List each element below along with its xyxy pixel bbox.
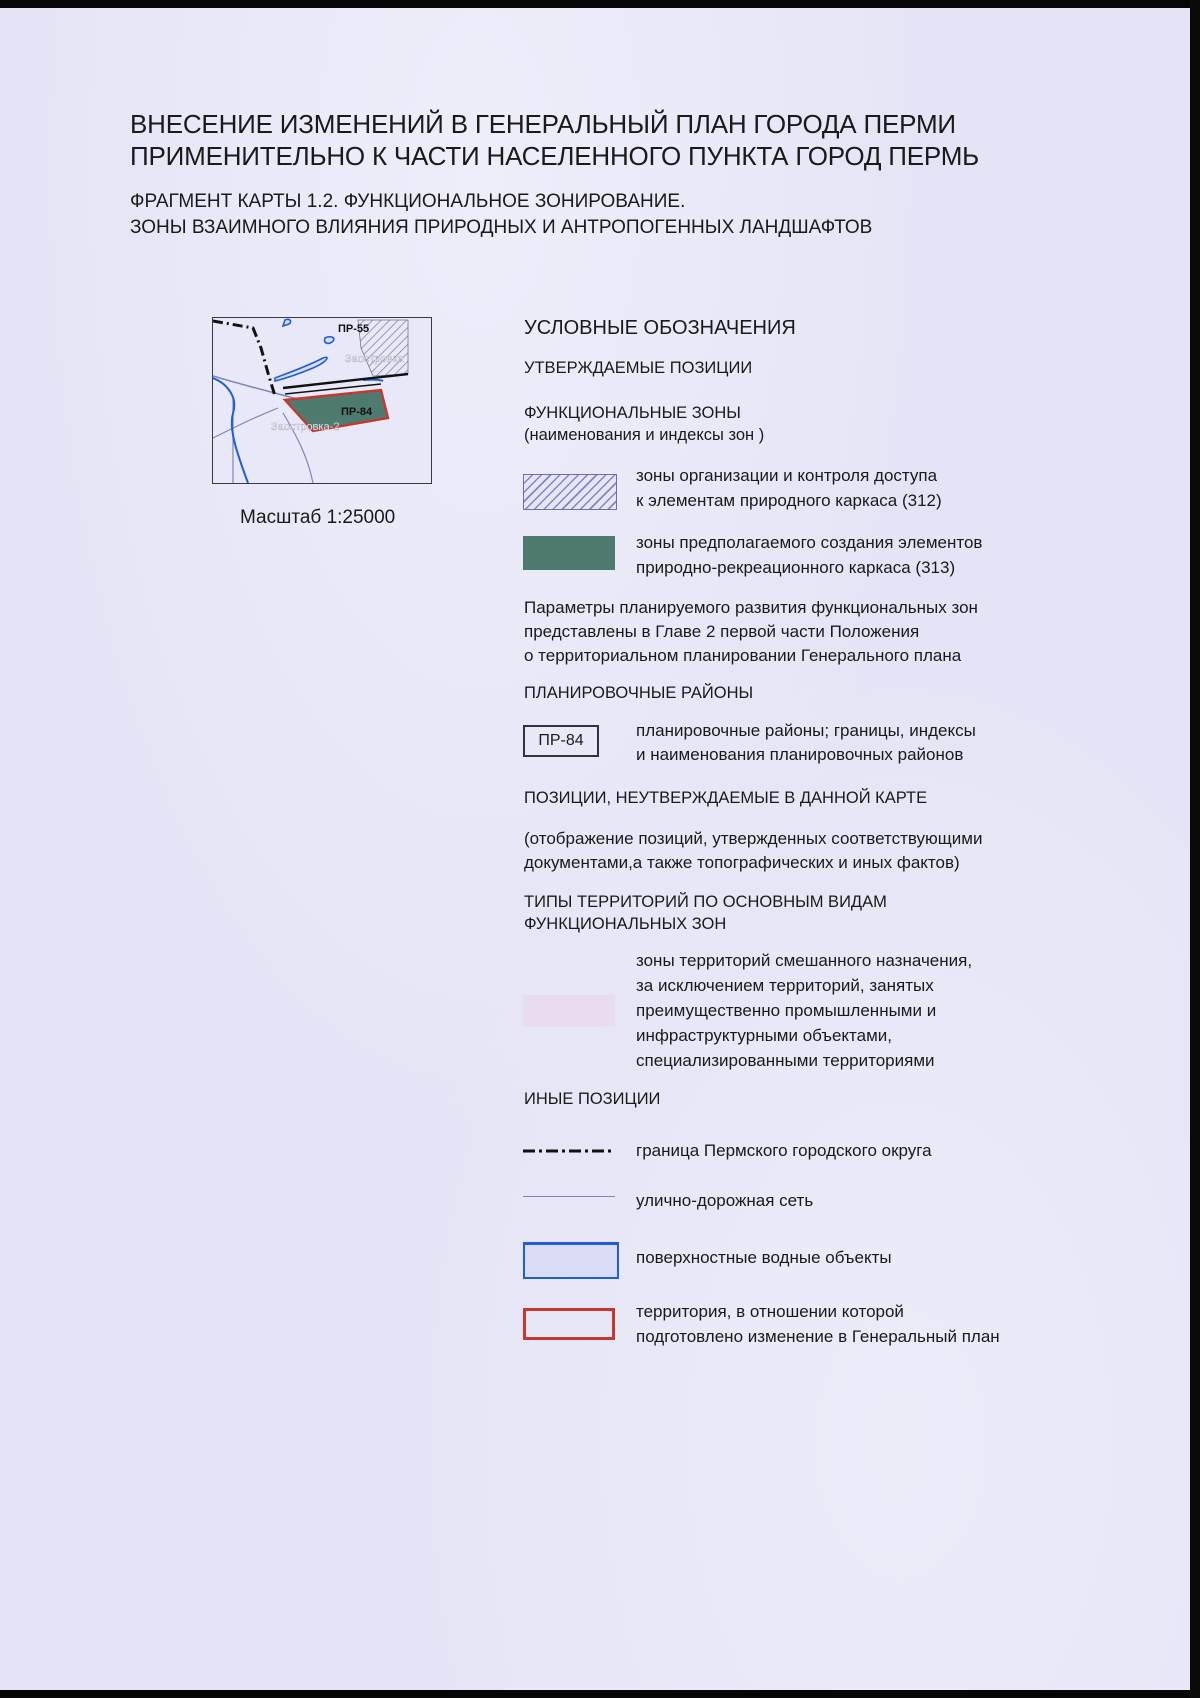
legend-district-badge: ПР-84 <box>523 725 599 757</box>
legend-districts-line2: и наименования планировочных районов <box>636 745 964 764</box>
scan-edge-top <box>0 0 1200 8</box>
document-subtitle <box>130 189 872 241</box>
legend-swatch-312 <box>523 474 617 510</box>
legend-types-line1: ТИПЫ ТЕРРИТОРИЙ ПО ОСНОВНЫМ ВИДАМ <box>524 893 887 911</box>
legend-zone313-line2: природно-рекреационного каркаса (313) <box>636 558 956 577</box>
legend-params-line3: о территориальном планировании Генерального плана <box>524 646 962 665</box>
map-district-boundary <box>283 374 408 388</box>
subtitle-line-2: ЗОНЫ ВЗАИМНОГО ВЛИЯНИЯ ПРИРОДНЫХ И АНТРОПОГЕННЫХ ЛАНДШАФТОВ <box>130 217 873 238</box>
legend-func-zones-sub: (наименования и индексы зон ) <box>524 426 765 444</box>
map-label-zaostrovka: Заостровка <box>345 353 404 365</box>
legend-swatch-territory <box>523 1308 615 1340</box>
title-line-1: ВНЕСЕНИЕ ИЗМЕНЕНИЙ В ГЕНЕРАЛЬНЫЙ ПЛАН ГОРОДА ПЕРМИ <box>130 109 956 139</box>
legend-other-heading: ИНЫЕ ПОЗИЦИИ <box>524 1090 661 1108</box>
legend-territory-line2: подготовлено изменение в Генеральный план <box>636 1327 1000 1346</box>
legend-func-zones-heading: ФУНКЦИОНАЛЬНЫЕ ЗОНЫ <box>524 404 741 422</box>
legend-roads-label: улично-дорожная сеть <box>636 1191 814 1210</box>
scan-edge-right <box>1190 0 1200 1698</box>
legend-zone312-line1: зоны организации и контроля доступа <box>636 466 938 485</box>
legend-districts-heading: ПЛАНИРОВОЧНЫЕ РАЙОНЫ <box>524 684 754 702</box>
scan-edge-bottom <box>0 1690 1200 1698</box>
legend-border-label: граница Пермского городского округа <box>636 1141 932 1160</box>
map-river <box>213 378 248 483</box>
legend-districts-line1: планировочные районы; границы, индексы <box>636 721 976 740</box>
legend-mixed-line3: преимущественно промышленными и <box>636 1001 937 1020</box>
legend-types-line2: ФУНКЦИОНАЛЬНЫХ ЗОН <box>524 915 727 933</box>
map-label-pr84: ПР-84 <box>341 406 373 418</box>
legend-approved-heading: УТВЕРЖДАЕМЫЕ ПОЗИЦИИ <box>524 359 753 377</box>
legend-not-approved-heading: ПОЗИЦИИ, НЕУТВЕРЖДАЕМЫЕ В ДАННОЙ КАРТЕ <box>524 789 928 807</box>
legend-zone313-line1: зоны предполагаемого создания элементов <box>636 533 983 552</box>
legend-water-label: поверхностные водные объекты <box>636 1248 892 1267</box>
legend-swatch-water <box>523 1242 619 1279</box>
map-fragment <box>212 317 432 484</box>
map-road <box>213 408 278 438</box>
legend-mixed-line4: инфраструктурными объектами, <box>636 1026 893 1045</box>
legend-mixed-line2: за исключением территорий, занятых <box>636 976 934 995</box>
map-canvas <box>213 318 431 483</box>
map-pond <box>325 337 334 344</box>
map-label-pr55: ПР-55 <box>338 323 370 335</box>
map-pond <box>283 319 291 326</box>
legend-display-line2: документами,а также топографических и иных фактов) <box>524 853 960 872</box>
map-scale: Масштаб 1:25000 <box>240 507 396 528</box>
legend-territory-line1: территория, в отношении которой <box>636 1302 904 1321</box>
document-title <box>130 108 979 172</box>
legend-mixed-line5: специализированными территориями <box>636 1051 935 1070</box>
legend-swatch-313 <box>523 536 615 570</box>
map-label-zaostrovka2: Заостровка-2 <box>271 421 340 433</box>
legend-params-line2: представлены в Главе 2 первой части Положения <box>524 622 920 641</box>
legend-display-line1: (отображение позиций, утвержденных соответствующими <box>524 829 983 848</box>
legend-zone312-line2: к элементам природного каркаса (312) <box>636 491 942 510</box>
subtitle-line-1: ФРАГМЕНТ КАРТЫ 1.2. ФУНКЦИОНАЛЬНОЕ ЗОНИРОВАНИЕ. <box>130 191 686 212</box>
legend-mixed-line1: зоны территорий смешанного назначения, <box>636 951 973 970</box>
map-lake <box>275 357 327 381</box>
legend-swatch-mixed <box>523 995 615 1027</box>
legend-city-border-line <box>523 1144 615 1158</box>
title-line-2: ПРИМЕНИТЕЛЬНО К ЧАСТИ НАСЕЛЕННОГО ПУНКТА ГОРОД ПЕРМЬ <box>130 141 980 171</box>
legend-title: УСЛОВНЫЕ ОБОЗНАЧЕНИЯ <box>524 317 796 339</box>
legend-params-line1: Параметры планируемого развития функциональных зон <box>524 598 978 617</box>
legend-road-line <box>523 1196 615 1197</box>
